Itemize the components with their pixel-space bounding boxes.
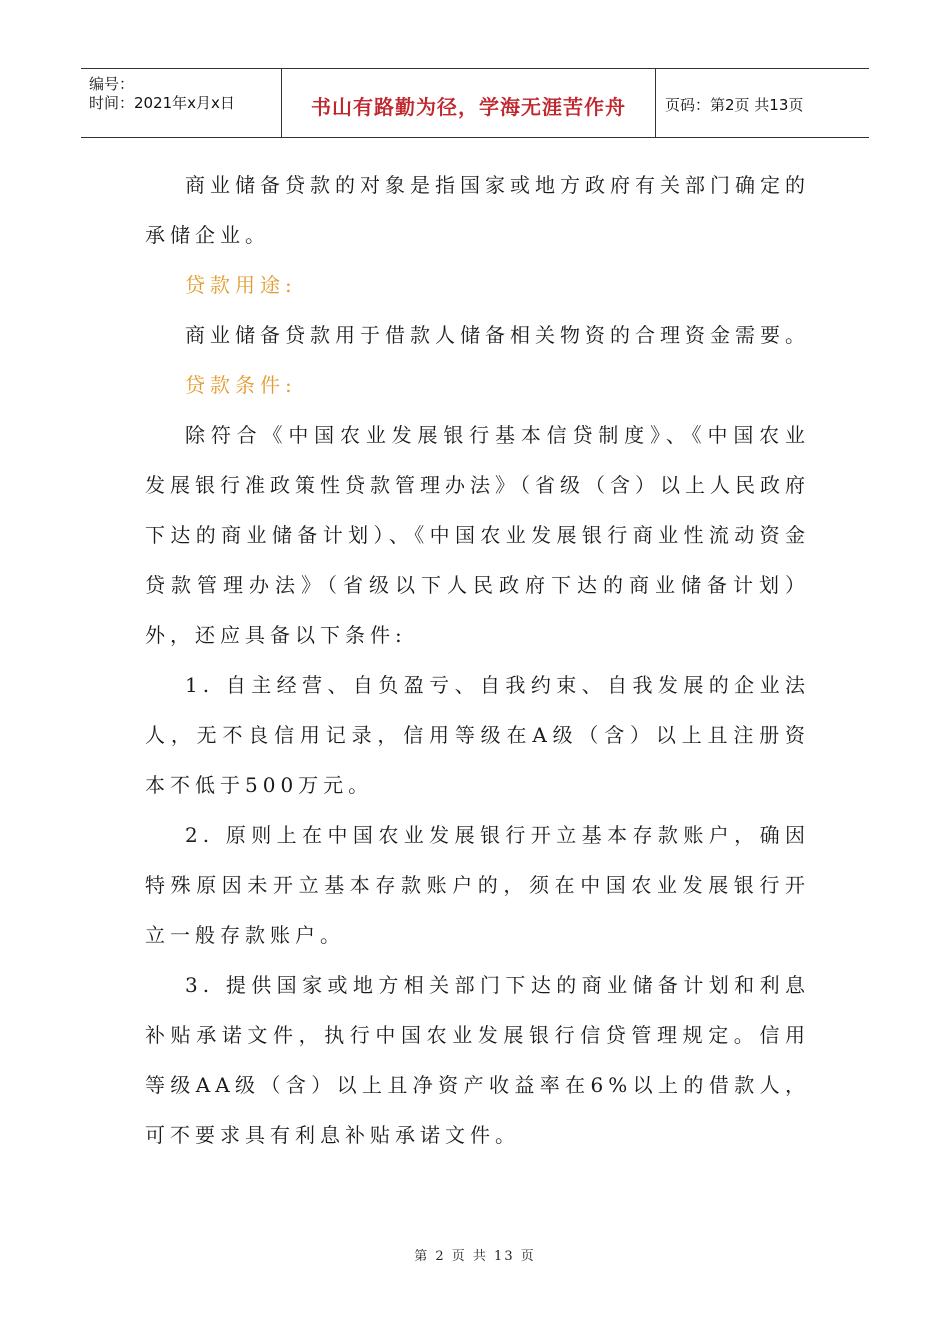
document-body (145, 160, 810, 1160)
header-middle-cell (281, 69, 656, 137)
body-paragraph: 除符合《中国农业发展银行基本信贷制度》、《中国农业发展银行准政策性贷款管理办法》（省级（含）以上人民政府下达的商业储备计划）、《中国农业发展银行商业性流动资金贷款管理办法》（省级以下人民政府下达的商业储备计划）外，还应具备以下条件: (145, 423, 810, 647)
header-table (81, 68, 869, 138)
page-info: 页码：第2页 共13页 (665, 96, 804, 114)
page-footer: 第 2 页 共 13 页 (414, 1249, 536, 1264)
document-number-label: 编号： (89, 75, 135, 93)
condition-item-1: 1. 自主经营、自负盈亏、自我约束、自我发展的企业法人，无不良信用记录，信用等级在A级（含）以上且注册资本不低于500万元。 (145, 673, 810, 797)
document-date: 时间：2021年x月x日 (89, 94, 235, 112)
body-paragraph: 商业储备贷款用于借款人储备相关物资的合理资金需要。 (185, 323, 810, 347)
header-right-cell (655, 69, 869, 137)
section-heading-loan-purpose: 贷款用途: (185, 273, 297, 297)
condition-item-3: 3. 提供国家或地方相关部门下达的商业储备计划和利息补贴承诺文件，执行中国农业发展银行信贷管理规定。信用等级AA级（含）以上且净资产收益率在6%以上的借款人，可不要求具有利息补贴承诺文件。 (145, 973, 810, 1147)
header-slogan: 书山有路勤为径，学海无涯苦作舟 (311, 95, 626, 119)
condition-item-2: 2. 原则上在中国农业发展银行开立基本存款账户，确因特殊原因未开立基本存款账户的，须在中国农业发展银行开立一般存款账户。 (145, 823, 810, 947)
section-heading-loan-conditions: 贷款条件: (185, 373, 297, 397)
body-paragraph: 商业储备贷款的对象是指国家或地方政府有关部门确定的承储企业。 (145, 173, 810, 247)
header-left-cell (81, 69, 281, 137)
